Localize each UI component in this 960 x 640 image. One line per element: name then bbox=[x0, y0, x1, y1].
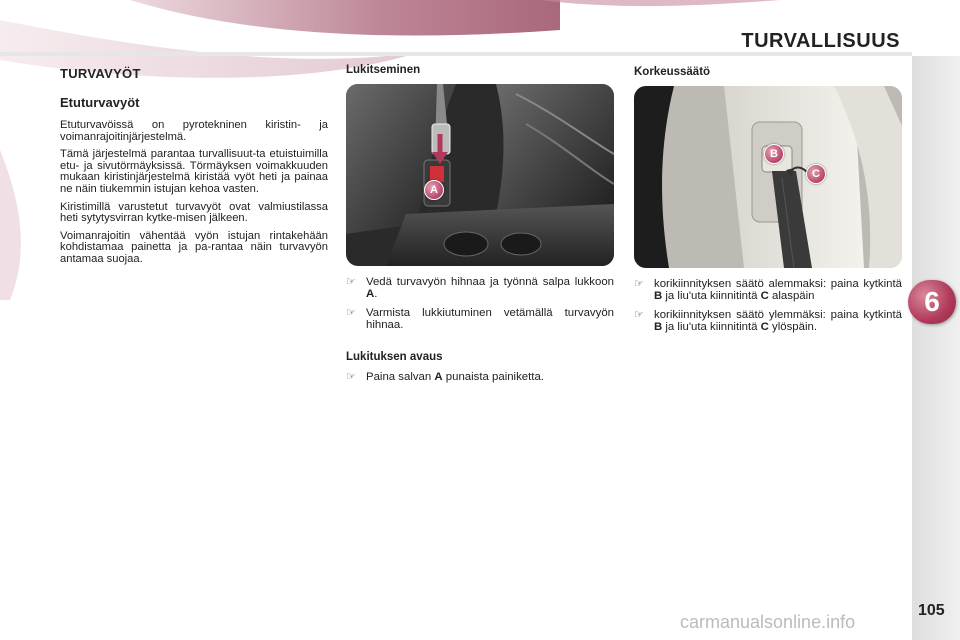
intro-column bbox=[60, 66, 328, 272]
belt-height-adjuster-image bbox=[634, 86, 902, 268]
chapter-sidebar bbox=[912, 56, 960, 640]
pointing-finger-icon: ☞ bbox=[634, 309, 644, 321]
list-item: ☞ Varmista lukkiutuminen vetämällä turvavyön hihnaa. bbox=[346, 307, 614, 331]
callout-label-c: C bbox=[806, 164, 826, 184]
paragraph: Kiristimillä varustetut turvavyöt ovat valmiustilassa heti sytytysvirran kytke-misen jälkeen. bbox=[60, 200, 328, 225]
callout-label-b: B bbox=[764, 144, 784, 164]
locking-column bbox=[346, 64, 614, 390]
unlocking-heading: Lukituksen avaus bbox=[346, 351, 443, 363]
seatbelt-buckle-image bbox=[346, 84, 614, 266]
pointing-finger-icon: ☞ bbox=[346, 371, 356, 383]
pointing-finger-icon: ☞ bbox=[634, 278, 644, 290]
page-number: 105 bbox=[918, 602, 945, 619]
page-header-title: TURVALLISUUS bbox=[741, 30, 900, 52]
list-item: ☞ Paina salvan A punaista painiketta. bbox=[346, 371, 544, 383]
list-item: ☞ korikiinnityksen säätö alemmaksi: paina kytkintä B ja liu'uta kiinnitintä C alaspäin bbox=[634, 278, 902, 302]
buckle-illustration bbox=[346, 84, 614, 266]
watermark-text: carmanualsonline.info bbox=[680, 612, 856, 632]
paragraph: Etuturvavöissä on pyrotekninen kiristin- ja voimanrajoitinjärjestelmä. bbox=[60, 119, 328, 143]
chapter-tab[interactable]: 6 bbox=[908, 280, 956, 324]
paragraph: Tämä järjestelmä parantaa turvallisuut-ta etuistuimilla etu- ja sivutörmäyksissä. Törmäyksen voimakkuuden mukaan kiristinjärjestelmä kiristää vyöt heti ja painaa ne näin tiukemmin istujan kehoa vasten. bbox=[60, 148, 328, 195]
section-title: TURVAVYÖT bbox=[60, 66, 141, 81]
pointing-finger-icon: ☞ bbox=[346, 307, 356, 319]
height-adjuster-illustration bbox=[634, 86, 902, 268]
paragraph: Voimanrajoitin vähentää vyön istujan rintakehään kohdistamaa painetta ja pa-rantaa näin turvavyön antamaa suojaa. bbox=[60, 229, 328, 265]
pointing-finger-icon: ☞ bbox=[346, 276, 356, 288]
list-item: ☞ Vedä turvavyön hihnaa ja työnnä salpa lukkoon A. bbox=[346, 276, 614, 300]
callout-label-a: A bbox=[424, 180, 444, 200]
height-adjust-column bbox=[634, 66, 902, 340]
height-heading: Korkeussäätö bbox=[634, 66, 711, 78]
subsection-title: Etuturvavyöt bbox=[60, 95, 140, 110]
list-item: ☞ korikiinnityksen säätö ylemmäksi: paina kytkintä B ja liu'uta kiinnitintä C ylöspäin. bbox=[634, 309, 902, 333]
locking-heading: Lukitseminen bbox=[346, 64, 421, 76]
